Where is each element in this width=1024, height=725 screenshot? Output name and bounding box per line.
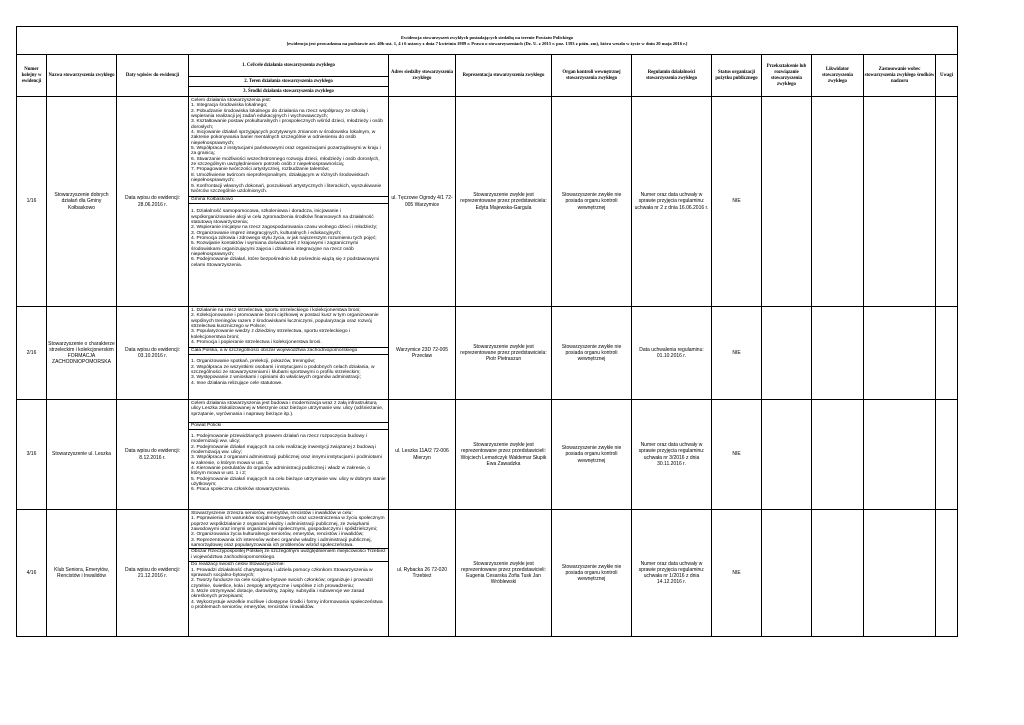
row-measures bbox=[864, 97, 936, 307]
means-line: 6. Praca społeczna członków stowarzyszenia. bbox=[191, 487, 291, 493]
goal-line: 5. Współpraca z instytucjami państwowymi oraz organizacjami pozarządowymi w kraju i za granicą; bbox=[191, 146, 381, 157]
row-measures bbox=[864, 307, 936, 400]
row-num: 3/16 bbox=[17, 400, 47, 510]
header-status: Status organizacji pożytku publicznego bbox=[712, 55, 762, 97]
header-transform: Przekształcenie lub rozwiązanie stowarzyszenia zwykłego bbox=[762, 55, 812, 97]
means-line: 6. Podejmowanie działań, które bezpośrednio lub pośrednio wiążą się z podstawowymi celami Stowarzyszenia. bbox=[191, 257, 380, 268]
means-line: 3. Organizowanie imprez integracyjnych, kulturalnych i edukacyjnych; bbox=[191, 230, 342, 236]
goal-line: Celem działania stowarzyszenia jest budowa i modernizacja wraz z załą infrastrukturą ulicy Leszka zlokalizowanej w Mierzynie oraz bieżące utrzymanie ww. ulicy (odśnieżanie, sprzątanie, wyrównania i naprawy bieżące itp.). bbox=[191, 401, 384, 417]
row-name: Stowarzyszenie ul. Leszka bbox=[47, 400, 117, 510]
row-measures bbox=[864, 510, 936, 637]
goal-line: 7. Propagowanie twórczości artystycznej, rozbudzanie talentów; bbox=[191, 167, 330, 173]
goal-line: 2. Kolekcjonowanie i promowanie broni ciężkowej w postaci kusz w tym organizowanie wspólnych treningów razem z środowiskami łuczniczymi, popularyzacja oraz rozwój strzelectwa kuszniczego w Polsce; bbox=[191, 313, 379, 330]
header-name: Nazwa stowarzyszenia zwykłego bbox=[47, 55, 117, 97]
header-reg: Regulamin działalności stowarzyszenia zwykłego bbox=[632, 55, 712, 97]
header-area: 2. Teren działania stowarzyszenia zwykłego bbox=[189, 77, 389, 87]
row-liquidator bbox=[812, 97, 864, 307]
row-transform bbox=[762, 97, 812, 307]
goal-line: 3. Popularyzowanie wiedzy z dziedziny strzelectwa, sportu strzeleckiego i kolekcjonerstwa broni; bbox=[191, 329, 351, 340]
row-reg: Numer oraz data uchwały w sprawie przyjęcia regulaminu: uchwała nr 1/2016 z dnia 14.12.2016 r. bbox=[632, 510, 712, 637]
means-line: 2. Tworzy fundusze na cele socjalno-bytowe swoich członków; organizuje i prowadzi czytelnie, świetlice, koła i zespoły artystyczne i wspólnie z ich prowadzeniu; bbox=[191, 578, 374, 589]
goal-line: 2. Organizowania życia kulturalnego seniorów, emerytów, rencistów i inwalidów; bbox=[191, 532, 364, 538]
goal-line: 1. Poprawienia ich warunków socjalno-bytowych oraz uczestniczenia w życiu społecznym poprzez współdziałanie z organami władzy i administracji publicznej, ze związkami zawodowymi oraz innymi organizacjami społecznymi, gospodarczymi i spółdzielczymi; bbox=[191, 516, 385, 533]
means-line: 1. Organizowanie spotkań, prelekcji, pokazów, treningów; bbox=[191, 359, 316, 365]
row-date: Data wpisu do ewidencji: 21.12.2016 r. bbox=[117, 510, 189, 637]
means-line: 4. Inne działania relizujące cele statutowe. bbox=[191, 380, 283, 386]
register-sheet bbox=[16, 26, 957, 706]
header-address: Adres siedziby stowarzyszenia zwykłego bbox=[389, 55, 456, 97]
table-row bbox=[17, 307, 958, 400]
row-address: ul. Tęczowe Ogrody 4/1 72-005 Warzymice bbox=[389, 97, 456, 307]
row-name: Stowarzyszenie dobrych działań dla Gminy Kołbaskowo bbox=[47, 97, 117, 307]
means-line: 5. Podejmowanie działań mających na celu bieżące utrzymanie ww. ulicy w dobrym stanie użytkowym; bbox=[191, 476, 386, 488]
means-line: 4. Promocja zdrowia i zdrowego stylu życia, w jak najszerszym rozumieniu tych pojęć; bbox=[191, 235, 377, 241]
header-liquidator: Likwidator stowarzyszenia zwykłego bbox=[812, 55, 864, 97]
goal-line: 3. Kształtowanie postaw prokulturalnych i prospołecznych wśród dzieci, młodzieży i osób dorosłych; bbox=[191, 119, 383, 130]
row-control: Stowarzyszenie zwykłe nie posiada organu kontroli wewnętrznej bbox=[552, 510, 632, 637]
header-means: 3. Środki działania stowarzyszenia zwykłego bbox=[189, 87, 389, 97]
area-text: Obszar Rzeczypospolitej Polskiej ze szczególnym uwzględnieniem miejscowości Trzebież i województwa zachodniopomorskiego. bbox=[189, 548, 388, 562]
title-line-2: [ewidencja jest prowadzona na podstawie art. 40b ust. 1, 4 i 6 ustawy z dnia 7 kwietnia 1989 r. Prawo o stowarzyszeniach (Dz. U. z 2015 r. poz. 1393 z późn. zm), która weszła w życie w dniu 20 maja 2016 r.] bbox=[286, 40, 688, 46]
goal-line: 1. Działanie na rzecz strzelectwa, sportu strzeleckiego i kolekcjonerstwa broni; bbox=[191, 308, 361, 313]
row-notes bbox=[936, 510, 958, 637]
area-text: Powiat Policki bbox=[189, 422, 388, 430]
goal-line: 6. Stwarzanie możliwości wszechstronnego rozwoju dzieci, młodzieży i osób dorosłych, ze szczególnym uwzględnieniem potrzeb osób z niepełnosprawnością; bbox=[191, 156, 380, 168]
row-address: ul. Leszka 11A/2 72-006 Mierzyn bbox=[389, 400, 456, 510]
row-purpose bbox=[189, 510, 389, 637]
means-line: 2. Współpraca ze wszystkimi osobami i instytucjami o podobnych celach działania, w szczególności ze stowarzyszeniami i klubami sportowymi o profilu strzeleckim; bbox=[191, 364, 375, 376]
table-row bbox=[17, 97, 958, 307]
row-rep: Stowarzyszenie zwykłe jest reprezentowane przez przedstawiciela: Piotr Pietraszun bbox=[456, 307, 552, 400]
row-address: ul. Rybacka 26 72-020 Trzebież bbox=[389, 510, 456, 637]
row-status: NIE bbox=[712, 510, 762, 637]
means-line: 2. Wspieranie inicjatyw na rzecz zagospodarowania czasu wolnego dzieci i młodzieży; bbox=[191, 225, 378, 231]
goal-line: 9. Konfrontacji własnych dokonań, poszukiwań artystycznych i literackich, wyszukiwanie twórców szczególnie uzdolnionych. bbox=[191, 183, 382, 194]
means-line: 1. Działalność samopomocowa, szkoleniowa i doradcza, inicjowanie i współorganizowanie akcji w celu zgromadzenia środków finansowych na działalność statutową stowarzyszenia; bbox=[191, 209, 374, 225]
header-goals: 1. Cel/cele działania stowarzyszenia zwykłego bbox=[189, 55, 389, 77]
register-table bbox=[16, 26, 958, 637]
goal-line: Celem działania stowarzyszenia jest: bbox=[191, 98, 271, 103]
row-control: Stowarzyszenie zwykłe nie posiada organu kontroli wewnętrznej bbox=[552, 97, 632, 307]
means-line: 4. Wykorzystuje wszelkie możliwe i dostępne środki i formy informowania społeczeństwa o problemach seniorów, emerytów, rencistów i inwalidów. bbox=[191, 599, 383, 611]
means-line: 5. Rozwijanie kontaktów i wymiana doświadczeń z krajowymi i zagranicznymi środowiskami organizującymi zajęcia i działania integracyjne na rzecz osób niepełnosprawnych; bbox=[191, 241, 359, 257]
row-name: Stowarzyszenie o charakterze strzeleckim i kolekcjonerskim FORMACJA ZACHODNIOPOMORSKA bbox=[47, 307, 117, 400]
row-liquidator bbox=[812, 400, 864, 510]
row-purpose bbox=[189, 400, 389, 510]
row-purpose bbox=[189, 97, 389, 307]
row-measures bbox=[864, 400, 936, 510]
means-line: 4. Kierowanie postulatów do organów administracji publicznej i władz w zakresie, o którym mowa w ust. 1 i 2; bbox=[191, 466, 371, 477]
title-line-1: Ewidencja stowarzyszeń zwykłych posiadających siedzibę na terenie Powiatu Polickiego bbox=[400, 34, 574, 40]
goal-line: 4. Inicjowanie działań sprzyjających pozytywnym zmianom w środowisku lokalnym, w zakresie pokonywania barier mentalnych szczególnie w odniesieniu do osób niepełnosprawnych; bbox=[191, 130, 376, 146]
header-rep: Reprezentacja stowarzyszenia zwykłego bbox=[456, 55, 552, 97]
means-line: 3. Współpraca z organami administracji publicznej oraz innymi instytucjami i podmiotami w zakresie, o którym mowa w ust. 1; bbox=[191, 455, 382, 466]
header-measures: Zastosowanie wobec stowarzyszenia zwykłego środków nadzoru bbox=[864, 55, 936, 97]
row-control: Stowarzyszenie zwykłe nie posiada organu kontroli wewnętrznej bbox=[552, 307, 632, 400]
row-status: NIE bbox=[712, 400, 762, 510]
goal-line: 2. Pobudzanie środowiska lokalnego do działania na rzecz współpracy ze szkołą i wspierania realizacji jej zadań edukacyjnych i wychowawczych; bbox=[191, 108, 368, 120]
means-line: 3. Występowanie z wnioskami i opiniami do właściwych organów administracji; bbox=[191, 375, 361, 381]
register-title bbox=[17, 27, 958, 55]
row-num: 4/16 bbox=[17, 510, 47, 637]
row-transform bbox=[762, 510, 812, 637]
table-row bbox=[17, 510, 958, 637]
goal-line: 8. Umożliwienie twórcom nieprofesjonalnym, działającym w różnych środowiskach niepełnosprawnych; bbox=[191, 172, 369, 184]
area-text: Gmina Kołbaskowo bbox=[189, 196, 388, 204]
header-control: Organ kontroli wewnętrznej stowarzyszenia zwykłego bbox=[552, 55, 632, 97]
means-line: 2. Podejmowanie działań mających na celu realizację inwestycji związanej z budową i modernizacją ww. ulicy; bbox=[191, 444, 377, 456]
means-line: 1. Podejmowanie przewidzianych prawem działań na rzecz rozpoczęcia budowy i modernizacji ww. ulicy; bbox=[191, 434, 367, 445]
area-text: Cała Polska, a w szczególności obszar województwa zachodniopomorskiego bbox=[189, 347, 388, 355]
row-date: Data wpisu do ewidencji: 8.12.2016 r. bbox=[117, 400, 189, 510]
row-notes bbox=[936, 400, 958, 510]
goal-line: 3. Reprezentowania ich interesów wobec organów władzy i administracji publicznej, samorządowej oraz popularyzowania ich problemów wśród społeczeństwa. bbox=[191, 537, 372, 549]
means-line: 1. Prowadzi działalność charytatywną i udziela pomocy członkom Stowarzyszenia w sprawach socjalno-bytowych; bbox=[191, 567, 373, 579]
row-liquidator bbox=[812, 510, 864, 637]
row-status: NIE bbox=[712, 97, 762, 307]
row-address: Warzymice 23D 72-005 Przecław bbox=[389, 307, 456, 400]
row-date: Data wpisu do ewidencji: 03.10.2016 r. bbox=[117, 307, 189, 400]
row-rep: Stowarzyszenie zwykłe jest reprezentowane przez przedstawicieli: Eugenia Cesarska Zofia Tusk Jan Wróblewski bbox=[456, 510, 552, 637]
row-status: NIE bbox=[712, 307, 762, 400]
row-num: 1/16 bbox=[17, 97, 47, 307]
row-control: Stowarzyszenie zwykłe nie posiada organu kontroli wewnętrznej bbox=[552, 400, 632, 510]
row-transform bbox=[762, 307, 812, 400]
row-notes bbox=[936, 307, 958, 400]
row-reg: Numer oraz data uchwały w sprawie przyjęcia regulaminu: uchwała nr 3/2016 z dnia 30.11.2016 r. bbox=[632, 400, 712, 510]
goal-line: Stowarzyszenie zrzesza seniorów, emerytów, rencistów i inwalidów w celu: bbox=[191, 511, 353, 516]
header-notes: Uwagi bbox=[936, 55, 958, 97]
row-reg: Data uchwalenia regulaminu: 01.10.2016 r. bbox=[632, 307, 712, 400]
means-line: 3. Może otrzymywać dotacje, darowizny, zapisy, subsydia i subwencje we zasad określonych przepisami; bbox=[191, 589, 365, 600]
row-liquidator bbox=[812, 307, 864, 400]
goal-line: 4. Promocja i popieranie strzelectwa i kolekcjonerstwa broni. bbox=[191, 340, 322, 346]
row-num: 2/16 bbox=[17, 307, 47, 400]
goal-line: 1. Integracja środowiska lokalnego; bbox=[191, 103, 268, 109]
row-notes bbox=[936, 97, 958, 307]
row-date: Data wpisu do ewidencji: 28.06.2016 r. bbox=[117, 97, 189, 307]
header-date: Daty wpisów do ewidencji bbox=[117, 55, 189, 97]
row-transform bbox=[762, 400, 812, 510]
row-name: Klub Seniora, Emerytów, Rencistów i Inwalidów bbox=[47, 510, 117, 637]
row-rep: Stowarzyszenie zwykłe jest reprezentowane przez przedstawicieli: Wojciech Lemańczyk Waldemar Słupik Ewa Zawadzka bbox=[456, 400, 552, 510]
row-purpose bbox=[189, 307, 389, 400]
header-num: Numer kolejny w ewidencji bbox=[17, 55, 47, 97]
row-rep: Stowarzyszenie zwykłe jest reprezentowane przez przedstawiciela: Edyta Majewska-Gargula bbox=[456, 97, 552, 307]
table-row bbox=[17, 400, 958, 510]
means-line: Do realizacji swoich celów Stowarzyszenie: bbox=[191, 562, 285, 568]
row-reg: Numer oraz data uchwały w sprawie przyjęcia regulaminu: uchwała nr 2 z dnia 16.06.2016 r. bbox=[632, 97, 712, 307]
